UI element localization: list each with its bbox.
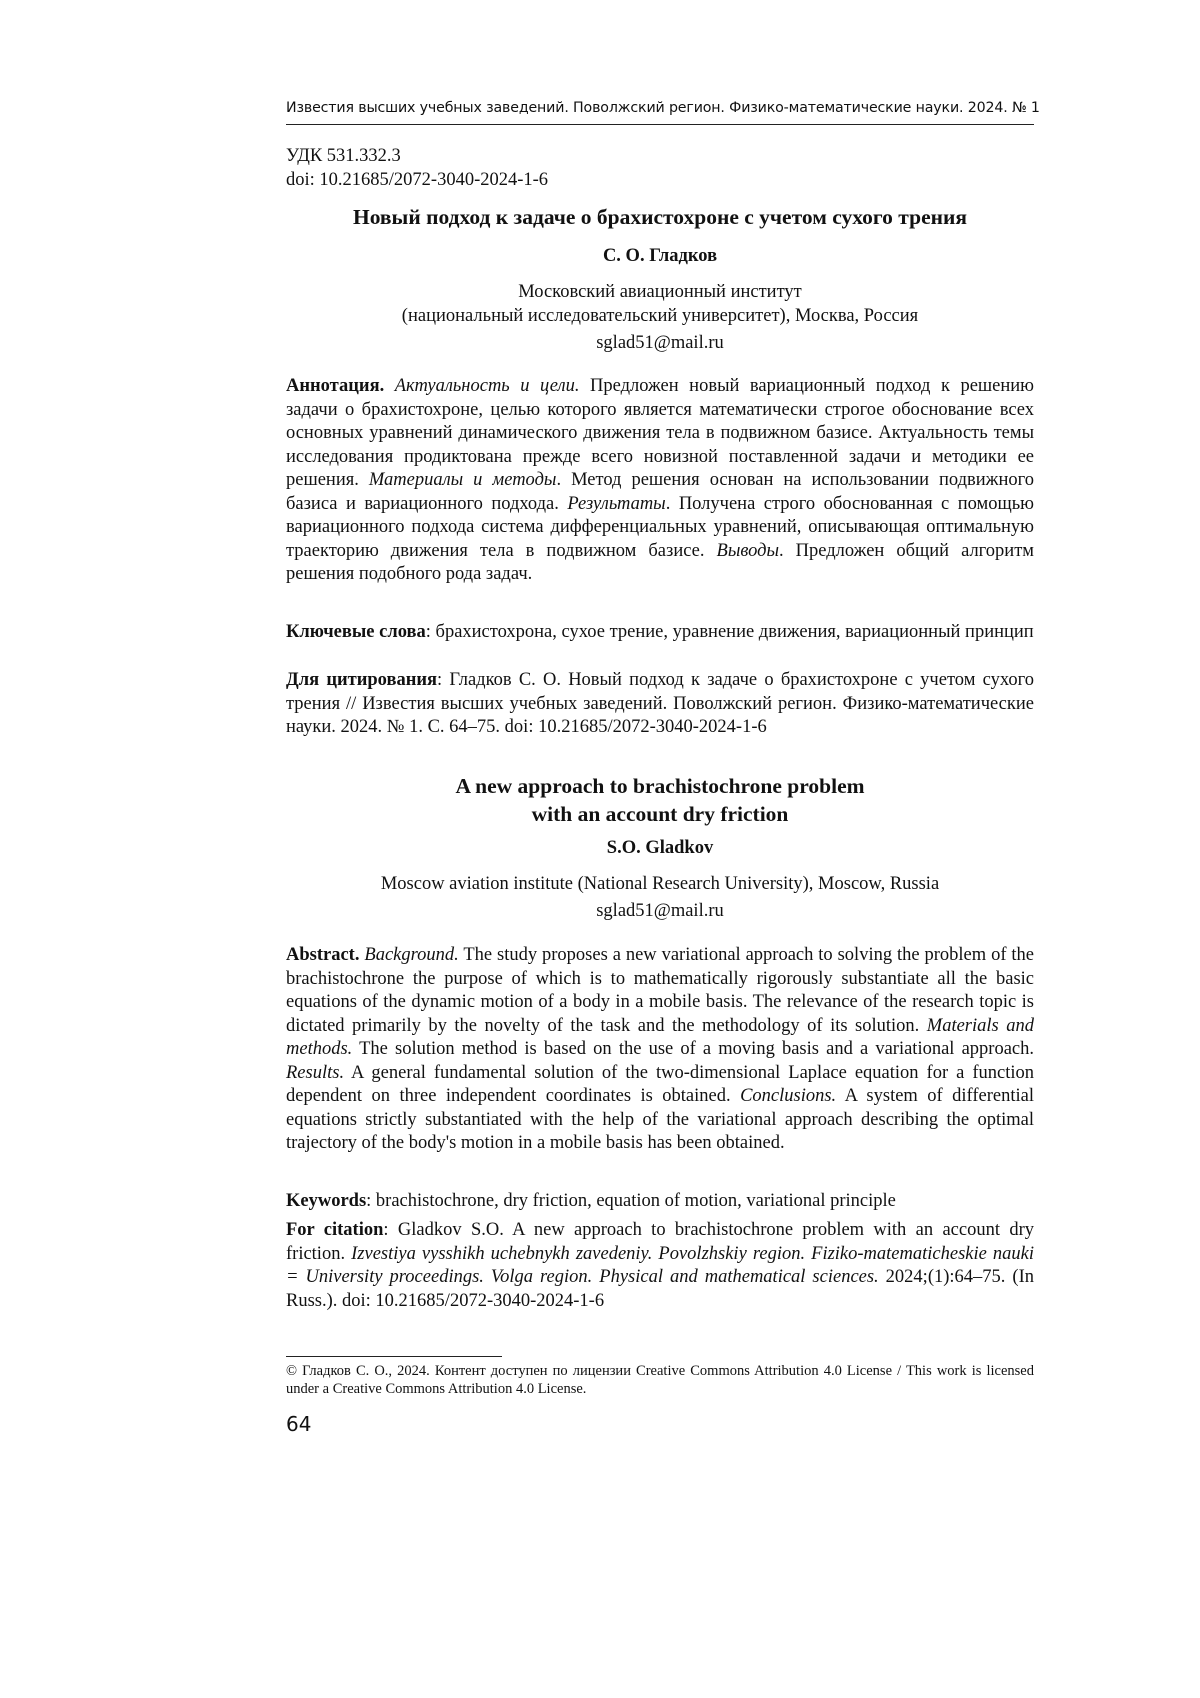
ru-results-text: . Получена строго обоснованная с помощью вариационного подхода система дифференциальных уравнений, описывающая оптимальную траекторию движения тела в подвижном базисе. (286, 493, 1034, 561)
udc-code: УДК 531.332.3 (286, 146, 401, 166)
ru-keywords-label: Ключевые слова (286, 622, 426, 642)
ru-author: С. О. Гладков (602, 246, 718, 266)
en-author: S.O. Gladkov (606, 838, 714, 858)
en-results-text: A general fundamental solution of the two-dimensional Laplace equation for a function dependent on three independent coordinates is obtained. (286, 1062, 1034, 1106)
footnote-rule (286, 1356, 502, 1357)
ru-conclusions-text: . Предложен общий алгоритм решения подобного рода задач. (286, 540, 1034, 584)
en-methods-text: The solution method is based on the use of a moving basis and a variational approach. (352, 1039, 1034, 1059)
ru-abstract (286, 375, 1034, 587)
ru-citation-label: Для цитирования (286, 670, 438, 690)
en-keywords-text: : brachistochrone, dry friction, equation of motion, variational principle (366, 1191, 896, 1211)
en-affiliation: Moscow aviation institute (National Research University), Moscow, Russia (380, 874, 940, 894)
ru-citation-text: : Гладков С. О. Новый подход к задаче о брахистохроне с учетом сухого трения // Известия высших учебных заведений. Поволжский регион. Физико-математические науки. 2024. № 1. С. 64–75. doi: 10.21685/2072-3040-2024-1-6 (286, 670, 1035, 737)
en-title-line2: with an account dry friction (531, 802, 789, 826)
header-rule (286, 124, 1034, 125)
en-citation-text-a: : Gladkov S.O. A new approach to brachistochrone problem with an account dry friction. (286, 1220, 1035, 1264)
ru-title: Новый подход к задаче о брахистохроне с учетом сухого трения (352, 205, 968, 229)
en-background-label: Background. (364, 945, 459, 965)
en-citation-text-b: 2024;(1):64–75. (In Russ.). doi: 10.21685/2072-3040-2024-1-6 (286, 1267, 1034, 1311)
page-number: 64 (286, 1412, 312, 1436)
ru-citation (286, 669, 1034, 740)
ru-abstract-label: Аннотация. (286, 376, 385, 396)
en-citation-journal: Izvestiya vysshikh uchebnykh zavedeniy. Povolzhskiy region. Fiziko-matematicheskie nauki = University proceedings. Volga region. Physical and mathematical sciences. (286, 1243, 1034, 1287)
ru-keywords (286, 621, 1034, 645)
en-background-text: The study proposes a new variational approach to solving the problem of the brachistochrone the purpose of which is to mathematically rigorously substantiate all the basic equations of the dynamic motion of a body in a mobile basis. The relevance of the research topic is dictated primarily by the novelty of the task and the methodology of its solution. (286, 945, 1034, 1036)
ru-background-label: Актуальность и цели. (394, 376, 580, 396)
en-keywords (286, 1190, 1034, 1214)
en-citation (286, 1219, 1034, 1313)
en-title (286, 772, 1034, 828)
ru-affiliation-line1: Московский авиационный институт (518, 282, 802, 302)
ru-background-text: Предложен новый вариационный подход к решению задачи о брахистохроне, целью которого является математически строгое обоснование всех основных уравнений динамического движения тела в подвижном базисе. Актуальность темы исследования продиктована прежде всего новизной поставленной задачи и методики ее решения. (286, 376, 1035, 490)
en-methods-label: Materials and methods. (286, 1015, 1034, 1059)
ru-affiliation (286, 280, 1034, 328)
en-citation-label: For citation (286, 1220, 384, 1240)
ru-email[interactable]: sglad51@mail.ru (596, 333, 724, 353)
ru-affiliation-line2: (национальный исследовательский университет), Москва, Россия (401, 306, 919, 326)
ru-methods-label: Материалы и методы (368, 470, 557, 490)
en-abstract (286, 944, 1034, 1156)
en-keywords-label: Keywords (286, 1191, 367, 1211)
en-conclusions-text: A system of differential equations strictly substantiated with the help of the variational approach describing the optimal trajectory of the body's motion in a mobile basis has been obtained. (286, 1086, 1034, 1153)
ru-keywords-text: : брахистохрона, сухое трение, уравнение движения, вариационный принцип (425, 622, 1034, 642)
en-results-label: Results. (286, 1062, 345, 1083)
en-title-line1: A new approach to brachistochrone problem (455, 774, 865, 798)
license-footnote: © Гладков С. О., 2024. Контент доступен по лицензии Creative Commons Attribution 4.0 License / This work is licensed under a Creative Commons Attribution 4.0 License. (286, 1363, 1034, 1397)
ru-conclusions-label: Выводы (716, 540, 780, 561)
en-abstract-label: Abstract. (286, 945, 360, 965)
doi-line: doi: 10.21685/2072-3040-2024-1-6 (286, 170, 549, 190)
journal-running-head: Известия высших учебных заведений. Поволжский регион. Физико-математические науки. 2024. № 1 (286, 100, 1040, 116)
ru-methods-text: . Метод решения основан на использовании подвижного базиса и вариационного подхода. (286, 470, 1034, 514)
en-email[interactable]: sglad51@mail.ru (596, 901, 724, 921)
ru-results-label: Результаты (567, 493, 666, 514)
en-conclusions-label: Conclusions. (740, 1086, 837, 1106)
